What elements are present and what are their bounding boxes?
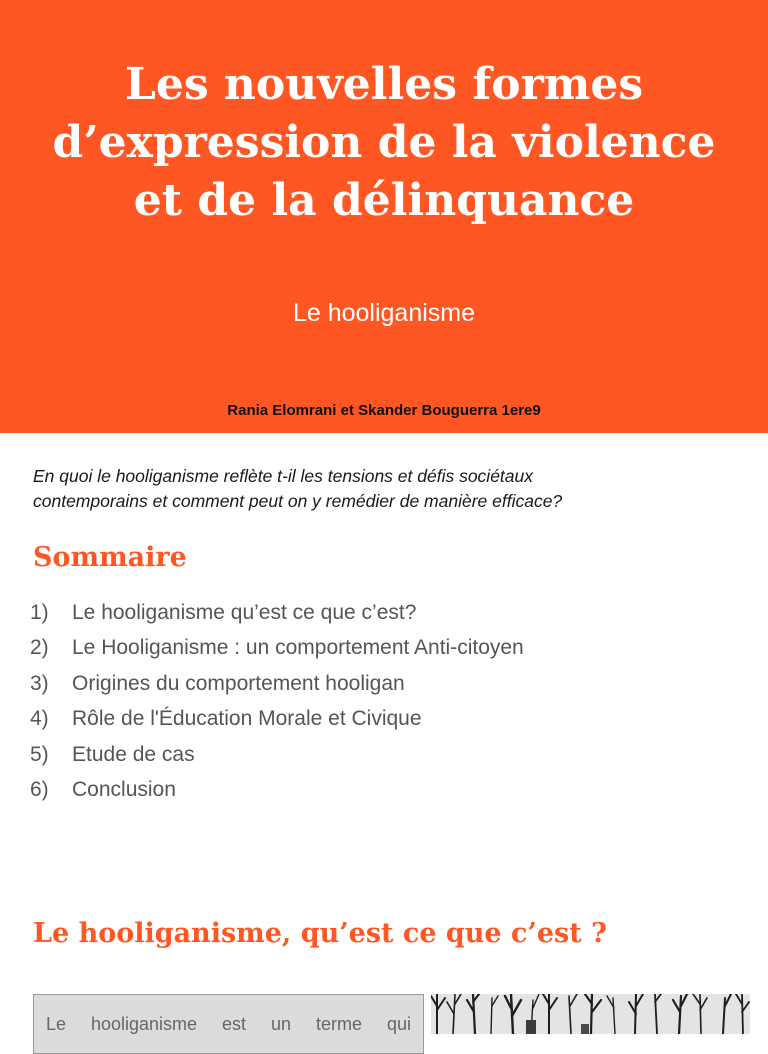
summary-item-number: 6) <box>30 778 49 802</box>
summary-item <box>30 595 730 631</box>
summary-item-number: 5) <box>30 742 49 766</box>
summary-item-number: 2) <box>30 636 49 660</box>
document-subtitle: Le hooliganisme <box>292 299 476 327</box>
summary-item-number: 3) <box>30 671 49 695</box>
summary-heading: Sommaire <box>33 542 187 573</box>
winter-trees-image <box>431 994 750 1034</box>
summary-list <box>30 595 730 808</box>
summary-item-number: 1) <box>30 600 49 624</box>
summary-item <box>30 702 730 738</box>
summary-item <box>30 773 730 809</box>
title-banner <box>0 0 768 433</box>
summary-item-label: Le Hooliganisme : un comportement Anti-citoyen <box>72 636 524 660</box>
summary-item <box>30 737 730 773</box>
summary-item-label: Etude de cas <box>72 742 195 766</box>
definition-text: Le hooliganisme est un terme qui <box>46 1014 411 1034</box>
summary-item-label: Conclusion <box>72 778 176 802</box>
summary-item-number: 4) <box>30 707 49 731</box>
problem-question: En quoi le hooliganisme reflète t-il les tensions et défis sociétaux contemporains et comment peut on y remédier de manière efficace? <box>33 466 563 511</box>
document-title: Les nouvelles formes d’expression de la violence et de la délinquance <box>52 59 716 226</box>
summary-item-label: Le hooliganisme qu’est ce que c’est? <box>72 600 417 624</box>
winter-trees-photo <box>431 994 750 1034</box>
summary-item-label: Rôle de l'Éducation Morale et Civique <box>72 707 422 731</box>
summary-item-label: Origines du comportement hooligan <box>72 671 405 695</box>
section-heading-definition: Le hooliganisme, qu’est ce que c’est ? <box>33 918 607 949</box>
summary-item <box>30 666 730 702</box>
summary-item <box>30 631 730 667</box>
definition-text-box <box>33 994 424 1054</box>
authors-line: Rania Elomrani et Skander Bouguerra 1ere9 <box>227 402 541 419</box>
